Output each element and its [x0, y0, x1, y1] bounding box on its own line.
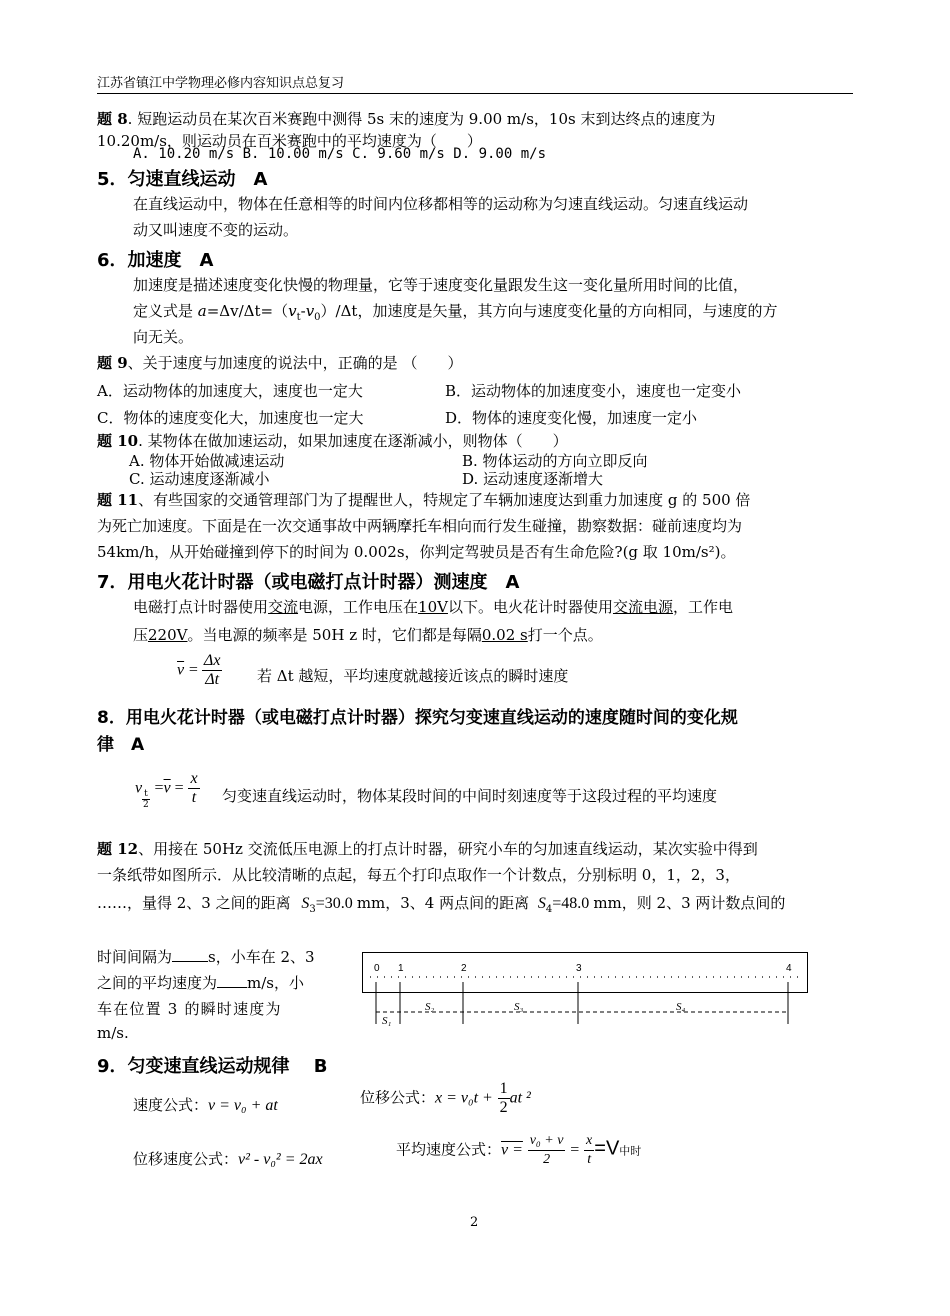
s6-p2 — [133, 300, 777, 323]
s9-x-den: 2 — [499, 1099, 508, 1116]
s7-p1 — [133, 596, 733, 617]
section-6-title: 6．加速度 A — [97, 250, 214, 271]
q12-line1: 、用接在 50Hz 交流低压电源上的打点计时器，研究小车的匀加速直线运动，某次实验中得到 — [138, 840, 758, 858]
s5-p1: 在直线运动中，物体在任意相等的时间内位移都相等的运动称为匀速直线运动。匀速直线运动 — [133, 195, 749, 213]
q12-line2: 一条纸带如图所示．从比较清晰的点起，每五个打印点取作一个计数点，分别标明 0，1，2，3， — [97, 866, 740, 884]
s7-den: Δt — [205, 671, 220, 688]
s5-p2: 动又叫速度不变的运动。 — [133, 221, 299, 239]
q9-option-a: A．运动物体的加速度大，速度也一定大 — [97, 382, 363, 400]
s7-p2 — [133, 624, 603, 645]
q10-option-d: D. 运动速度逐渐增大 — [462, 470, 604, 488]
q11-label: 题 11 — [97, 491, 139, 509]
s7-ac-1: 交流 — [268, 598, 299, 616]
tape-seg-s4: S₄ — [676, 1001, 686, 1013]
s6-vt: v — [288, 302, 297, 320]
s7-p2-e: 打一个点。 — [527, 626, 603, 644]
q12-l7: m/s. — [97, 1024, 129, 1042]
q12-blank-1[interactable] — [172, 961, 208, 962]
section-7-title: 7．用电火花计时器（或电磁打点计时器）测速度 A — [97, 572, 520, 593]
q11-line1: 、有些国家的交通管理部门为了提醒世人，特规定了车辆加速度达到重力加速度 g 的 500 倍 — [138, 491, 751, 509]
s8-den: t — [191, 789, 197, 806]
q12-s4-val: =48.0 — [552, 895, 590, 912]
q9-option-c: C．物体的速度变化大，加速度也一定大 — [97, 409, 364, 427]
s7-note: 若 Δt 越短，平均速度就越接近该点的瞬时速度 — [257, 667, 569, 685]
q12-s3-val: =30.0 — [315, 895, 353, 912]
q10-stem: . 某物体在做加速运动，如果加速度在逐渐减小，则物体（ ） — [138, 432, 568, 450]
q9-stem: 、关于速度与加速度的说法中，正确的是 （ ） — [127, 354, 463, 372]
s9-x-num: 1 — [499, 1080, 508, 1097]
q10-option-b: B. 物体运动的方向立即反向 — [462, 452, 648, 470]
s9-avg-label: 平均速度公式： — [396, 1140, 502, 1159]
q10-label: 题 10 — [97, 432, 139, 450]
s9-velocity — [133, 1094, 278, 1115]
s7-p2-c: 。当电源的频率是 50H z 时，它们都是每隔 — [187, 626, 482, 644]
tape-label-4: 4 — [786, 963, 792, 974]
q9-option-d: D．物体的速度变化慢，加速度一定小 — [445, 409, 698, 427]
tape-border — [363, 953, 808, 993]
s9-displacement — [360, 1080, 531, 1117]
s9-avg-sub: 中时 — [619, 1144, 642, 1158]
question-11 — [97, 489, 750, 510]
q10-option-c: C. 运动速度逐渐减小 — [129, 470, 270, 488]
tape-seg-s1: S₁ — [382, 1015, 392, 1027]
s8-fraction — [188, 770, 199, 807]
s7-10v: 10V — [418, 598, 448, 616]
q9-label: 题 9 — [97, 354, 128, 372]
q12-l4-a: 时间间隔为 — [97, 948, 173, 966]
tape-seg-s2: S₂ — [425, 1001, 435, 1013]
q12-blank-2[interactable] — [217, 987, 247, 988]
q12-l6: 车在位置 3 的瞬时速度为 — [97, 1000, 282, 1018]
s6-vt-sub: t — [296, 312, 301, 323]
s9-vx-formula: v² - v₀² = 2ax — [238, 1151, 323, 1168]
q10-option-a: A. 物体开始做减速运动 — [129, 452, 285, 470]
section-5-title: 5．匀速直线运动 A — [97, 169, 268, 190]
s8-v: v — [135, 779, 143, 797]
tape-label-2: 2 — [461, 963, 467, 974]
section-8-title-2: 律 A — [97, 735, 145, 755]
s7-p1-a: 电磁打点计时器使用 — [133, 598, 269, 616]
q12-line3-c: mm，则 2、3 两计数点间的 — [593, 894, 786, 912]
s9-x-formula-a: x = v₀t + — [435, 1089, 493, 1107]
q11-line3: 54km/h，从开始碰撞到停下的时间为 0.002s，你判定驾驶员是否有生命危险?(g 取 10m/s²)。 — [97, 543, 736, 561]
s6-p3: 向无关。 — [133, 328, 194, 346]
s8-num: x — [190, 770, 198, 787]
tape-label-3: 3 — [576, 963, 582, 974]
section-9-title: 9．匀变速直线运动规律 B — [97, 1056, 328, 1077]
s9-avg-frac2 — [584, 1132, 594, 1169]
s6-p1: 加速度是描述速度变化快慢的物理量，它等于速度变化量跟发生这一变化量所用时间的比值， — [133, 276, 749, 294]
s8-sub-num: t — [144, 788, 148, 799]
q8-line1: . 短跑运动员在某次百米赛跑中测得 5s 末的速度为 9.00 m/s，10s 末到达终点的速度为 — [127, 110, 716, 128]
s6-p2-c: =Δv/Δt=（ — [206, 302, 289, 320]
s9-v-label: 速度公式： — [133, 1096, 209, 1114]
q12-s4: S — [537, 895, 546, 912]
s9-avg-num2: x — [584, 1132, 594, 1151]
s7-220v: 220V — [148, 626, 188, 644]
q12-label: 题 12 — [97, 840, 139, 858]
q8-label: 题 8 — [97, 110, 128, 128]
s9-avg-frac1 — [528, 1132, 566, 1169]
s9-x-label: 位移公式： — [360, 1088, 436, 1107]
q12-l5 — [97, 972, 304, 993]
tape-label-0: 0 — [374, 963, 380, 974]
question-9 — [97, 352, 462, 373]
tape-label-1: 1 — [398, 963, 404, 974]
s7-p2-a: 压 — [133, 626, 149, 644]
s9-x-formula-b: at ² — [509, 1089, 531, 1107]
s6-v0: v — [305, 302, 315, 320]
page-number: 2 — [470, 1215, 479, 1230]
s9-velocity-displacement — [133, 1148, 323, 1169]
s9-avg-den: 2 — [543, 1152, 551, 1167]
s9-average: 平均速度公式：v = $\frac{\text{v₀ + v}}{2}$ = $\frac{x}{t}$ =V中时 — [396, 1133, 642, 1167]
q8-line2: 10.20m/s，则运动员在百米赛跑中的平均速度为（ ） — [97, 132, 482, 150]
q12-s3-sub: 3 — [309, 904, 316, 915]
q8-options: A. 10.20 m/s B. 10.00 m/s C. 9.60 m/s D. 9.00 m/s — [133, 146, 547, 162]
s7-vbar: $\overline{v}$ — [177, 661, 185, 679]
page-header: 江苏省镇江中学物理必修内容知识点总复习 — [97, 76, 345, 91]
s6-p2-a-symbol: a — [197, 302, 207, 320]
q12-line3 — [97, 892, 785, 915]
question-10 — [97, 430, 568, 451]
q12-l5-a: 之间的平均速度为 — [97, 974, 218, 992]
header-rule — [97, 93, 853, 94]
question-12 — [97, 838, 758, 859]
s7-fraction — [202, 652, 223, 689]
q9-option-b: B．运动物体的加速度变小，速度也一定变小 — [445, 382, 742, 400]
s6-v0-sub: 0 — [314, 312, 321, 323]
s7-p1-e: 以下。电火花计时器使用 — [447, 598, 613, 616]
q12-l4-b: s，小车在 2、3 — [208, 948, 315, 966]
s9-avg-num: v₀ + v — [528, 1132, 566, 1151]
s9-avg-lhs: v = — [501, 1141, 523, 1159]
s8-sub-frac — [142, 789, 150, 810]
s9-half — [498, 1080, 510, 1117]
s6-p2-rest: ）/Δt，加速度是矢量，其方向与速度变化量的方向相同，与速度的方 — [320, 302, 778, 320]
s7-num: Δx — [203, 652, 221, 669]
q12-l5-b: m/s，小 — [247, 974, 304, 992]
tape-seg-s3: S₃ — [514, 1001, 524, 1013]
s6-minus: - — [300, 302, 306, 320]
s7-interval: 0.02 s — [481, 626, 528, 644]
ticker-tape-figure — [362, 952, 808, 1032]
s8-sub-den: 2 — [143, 799, 149, 810]
s9-avg-rhs: =V — [594, 1137, 620, 1160]
q12-s4-sub: 4 — [545, 904, 553, 915]
q12-s3: S — [301, 895, 310, 912]
s7-ac-2: 交流电源 — [612, 598, 673, 616]
s6-p2-a: 定义式是 — [133, 302, 198, 320]
s9-vx-label: 位移速度公式： — [133, 1150, 239, 1168]
s7-p1-c: 电源，工作电压在 — [298, 598, 419, 616]
section-8-title-1: 8．用电火花计时器（或电磁打点计时器）探究匀变速直线运动的速度随时间的变化规 — [97, 708, 738, 728]
q12-l4 — [97, 946, 315, 967]
question-8 — [97, 108, 715, 129]
s9-avg-den2: t — [587, 1152, 592, 1167]
s7-p1-g: ，工作电 — [673, 598, 734, 616]
q12-line3-a: ……，量得 2、3 之间的距离 — [97, 894, 291, 912]
s8-note: 匀变速直线运动时，物体某段时间的中间时刻速度等于这段过程的平均速度 — [222, 787, 718, 805]
s9-v-formula: v = v₀ + at — [208, 1097, 278, 1114]
s8-formula: v $\frac{t}{2}$ $=\overline{v}$ = $\frac{x}{t}$ — [135, 770, 198, 810]
s7-formula: $\overline{v}$ = $\frac{\Delta x}{\Delta t}$ — [177, 652, 221, 688]
q11-line2: 为死亡加速度。下面是在一次交通事故中两辆摩托车相向而行发生碰撞，勘察数据：碰前速度均为 — [97, 517, 743, 535]
q12-line3-b: mm，3、4 两点间的距离 — [356, 894, 530, 912]
